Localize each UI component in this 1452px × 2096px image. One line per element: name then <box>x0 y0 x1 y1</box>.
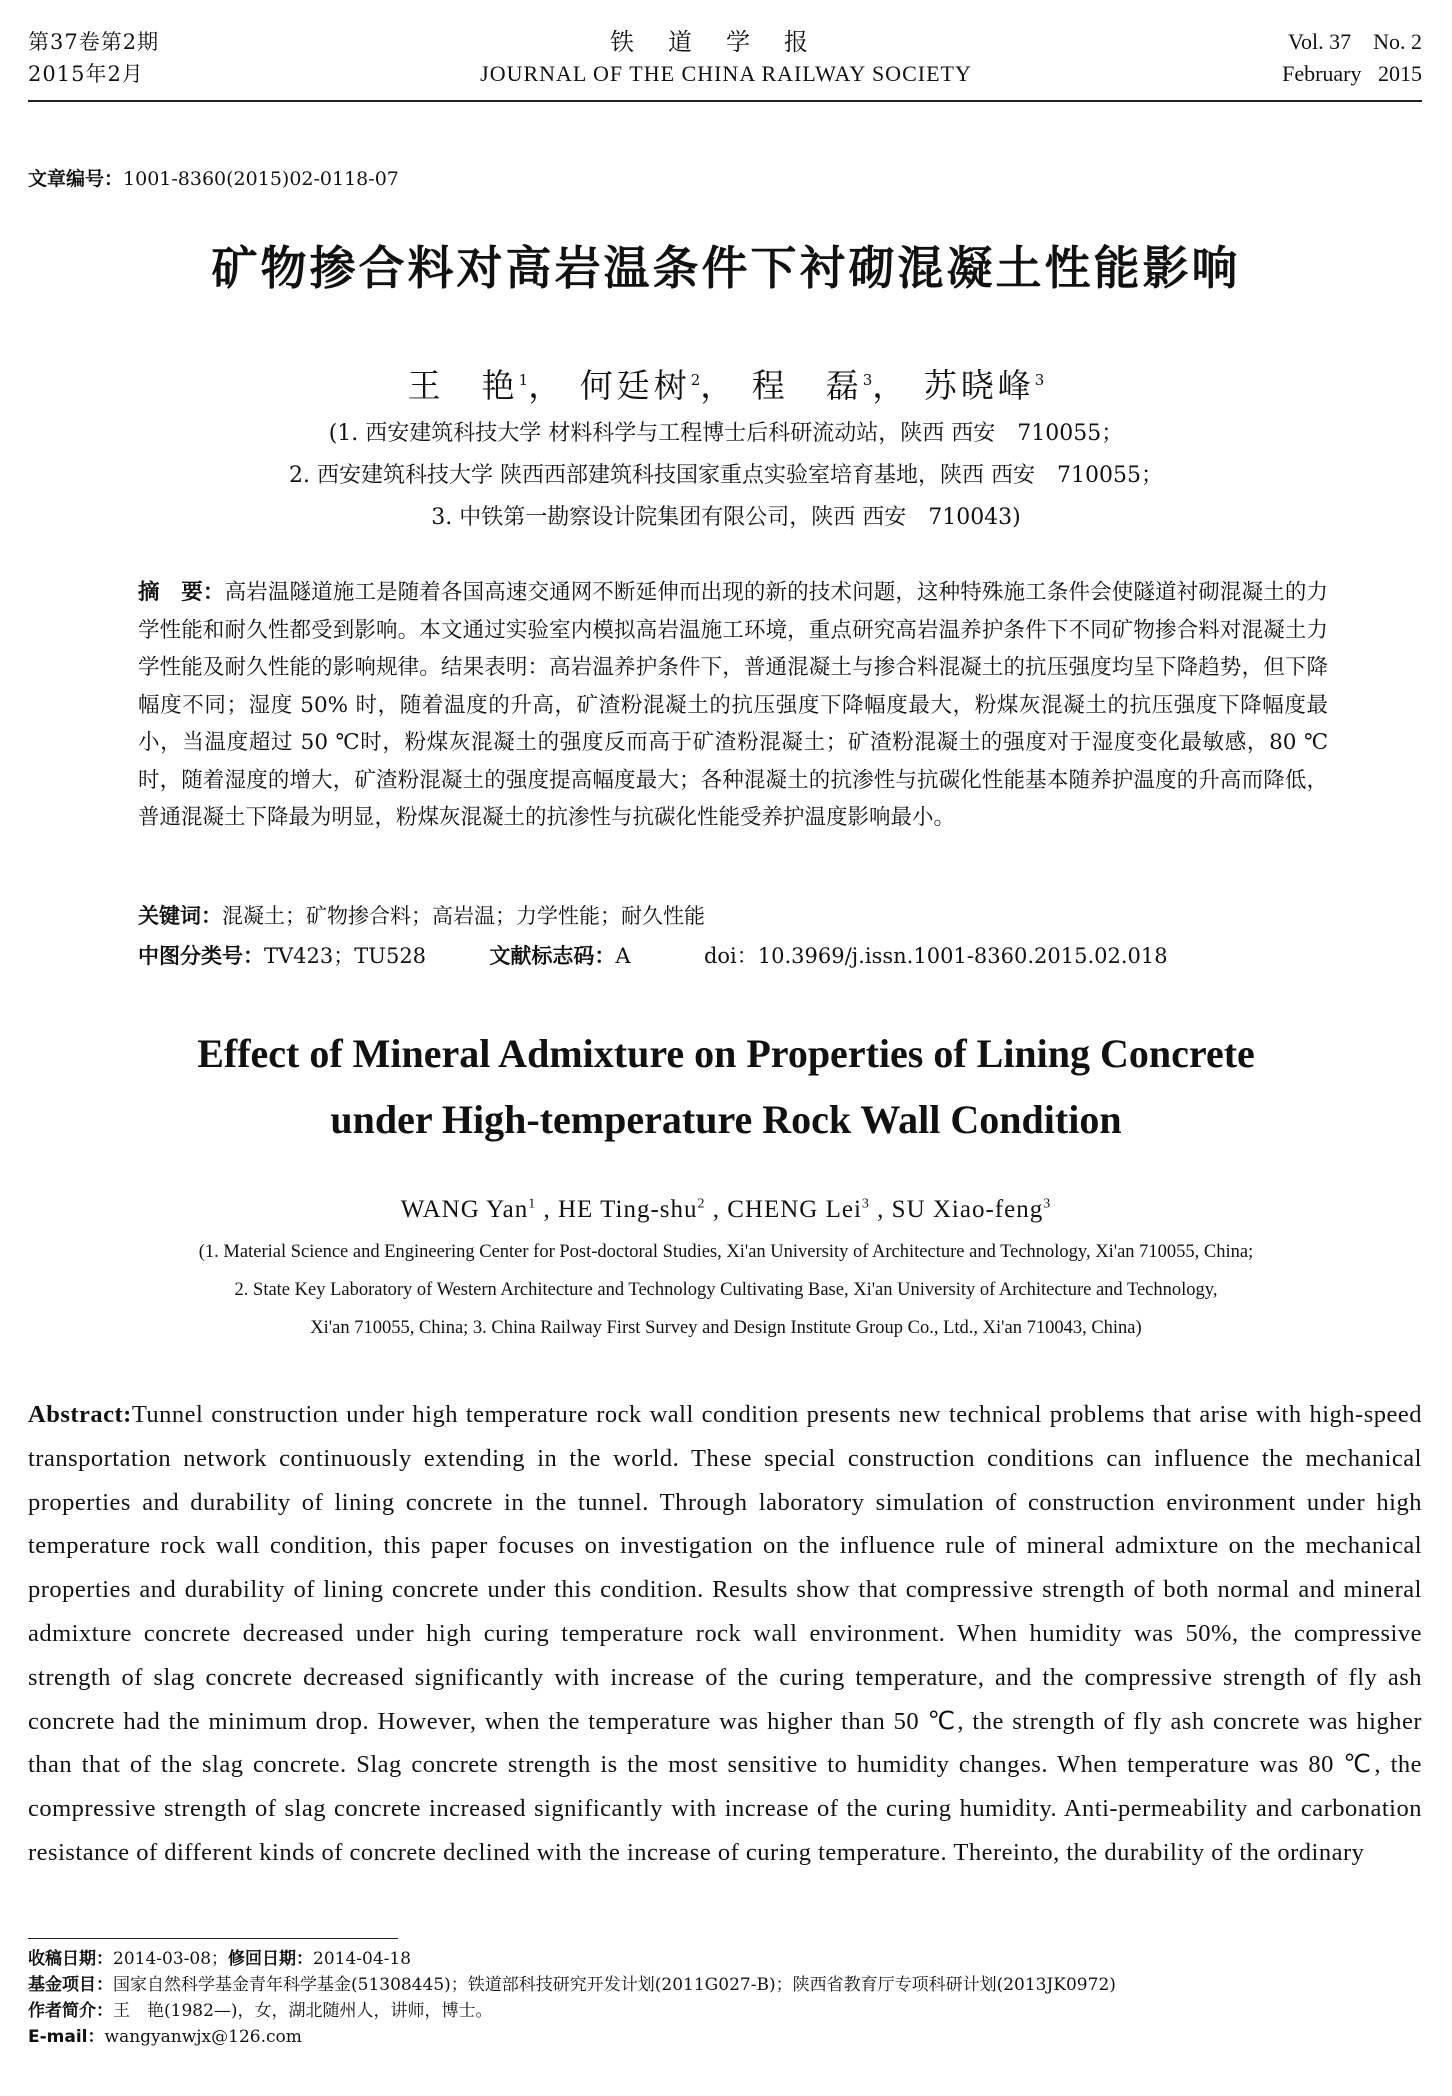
revised-value: 2014-04-18 <box>313 1949 412 1969</box>
author-cn: 程 磊 <box>751 366 863 405</box>
footnotes <box>28 1946 1428 2050</box>
email-value: wangyanwjx@126.com <box>104 2027 302 2047</box>
author-en: WANG Yan <box>400 1196 529 1223</box>
affiliation-en-1: (1. Material Science and Engineering Center for Post-doctoral Studies, Xi'an University of Architecture and Technology, Xi'an 710055, China; <box>198 1242 1254 1262</box>
date-en: February 2015 <box>1282 61 1422 86</box>
abstract-en-text: Tunnel construction under high temperature rock wall condition presents new technical problems that arise with high-speed transportation network continuously extending in the world. These special construction conditions can influence the mechanical properties and durability of lining concrete in the tunnel. Through laboratory simulation of construction environment under high temperature rock wall condition, this paper focuses on investigation on the influence rule of mineral admixture on the mechanical properties and durability of lining concrete under this condition. Results show that compressive strength of both normal and mineral admixture concrete decreased under high curing temperature rock wall environment. When humidity was 50%, the compressive strength of slag concrete decreased significantly with increase of the curing temperature, and the compressive strength of fly ash concrete had the minimum drop. However, when the temperature was higher than 50 ℃, the strength of fly ash concrete was higher than that of the slag concrete. Slag concrete strength is the most sensitive to humidity changes. When temperature was 80 ℃, the compressive strength of slag concrete increased significantly with increase of the curing humidity. Anti-permeability and carbonation resistance of different kinds of concrete declined with the increase of curing temperature. Thereinto, the durability of the ordinary <box>28 1401 1422 1866</box>
footnote-fund <box>28 1972 1428 1998</box>
volume-issue-cn: 第37卷第2期 <box>28 30 160 54</box>
title-en-line-2: under High-temperature Rock Wall Condition <box>330 1097 1122 1142</box>
footnote-divider <box>28 1938 398 1939</box>
title-en-line-1: Effect of Mineral Admixture on Properties of Lining Concrete <box>197 1031 1255 1076</box>
doi: doi：10.3969/j.issn.1001-8360.2015.02.018 <box>703 944 1168 968</box>
author-en: HE Ting-shu <box>557 1196 698 1223</box>
article-number-value: 1001-8360(2015)02-0118-07 <box>123 168 399 190</box>
volume-issue-en: Vol. 37 No. 2 <box>1287 29 1422 54</box>
article-number-label: 文章编号： <box>28 168 124 190</box>
author-separator: ， <box>528 366 566 405</box>
affiliation-en-2: 2. State Key Laboratory of Western Architecture and Technology Cultivating Base, Xi'an University of Architecture and Technology, <box>234 1280 1218 1300</box>
fund-label: 基金项目： <box>28 1975 113 1995</box>
author-cn: 何廷树 <box>579 366 691 405</box>
classification-line <box>138 940 1328 970</box>
author-separator: , <box>869 1196 892 1223</box>
author-bio-value: 王 艳(1982—)，女，湖北随州人，讲师，博士。 <box>113 2001 493 2021</box>
header-center <box>0 26 1452 90</box>
clc-value: TV423；TU528 <box>264 944 427 968</box>
author-separator: , <box>536 1196 558 1223</box>
email-label: E-mail： <box>28 2027 105 2047</box>
footnote-dates <box>28 1946 1428 1972</box>
header-right <box>1282 26 1422 90</box>
header-divider <box>28 100 1422 102</box>
affiliation-en-3: Xi'an 710055, China; 3. China Railway First Survey and Design Institute Group Co., Ltd., Xi'an 710043, China) <box>310 1318 1142 1338</box>
doc-code-label: 文献标志码： <box>489 944 616 968</box>
date-cn: 2015年2月 <box>28 62 144 86</box>
abstract-cn <box>138 574 1328 837</box>
journal-name-en: JOURNAL OF THE CHINA RAILWAY SOCIETY <box>480 61 972 86</box>
affiliation-cn-1: (1. 西安建筑科技大学 材料科学与工程博士后科研流动站，陕西 西安 710055； <box>328 421 1124 446</box>
abstract-en <box>28 1393 1422 1875</box>
author-cn: 苏晓峰 <box>923 366 1035 405</box>
received-value: 2014-03-08； <box>113 1949 229 1969</box>
author-en: CHENG Lei <box>727 1196 862 1223</box>
keywords-value: 混凝土；矿物掺合料；高岩温；力学性能；耐久性能 <box>222 904 705 928</box>
received-label: 收稿日期： <box>28 1949 113 1969</box>
revised-label: 修回日期： <box>228 1949 314 1969</box>
title-cn: 矿物掺合料对高岩温条件下衬砌混凝土性能影响 <box>211 241 1241 295</box>
author-sup: 1 <box>518 371 529 389</box>
authors-en <box>0 1196 1452 1224</box>
affiliation-cn-3: 3. 中铁第一勘察设计院集团有限公司，陕西 西安 710043) <box>431 505 1021 530</box>
keywords-label: 关键词： <box>138 904 222 928</box>
fund-value: 国家自然科学基金青年科学基金(51308445)；铁道部科技研究开发计划(2011G027-B)；陕西省教育厅专项科研计划(2013JK0972) <box>113 1975 1116 1995</box>
author-bio-label: 作者简介： <box>28 2001 113 2021</box>
article-number <box>28 164 399 191</box>
clc-label: 中图分类号： <box>138 944 264 968</box>
author-sup: 1 <box>528 1196 537 1212</box>
authors-cn <box>0 360 1452 407</box>
author-separator: ， <box>700 366 738 405</box>
abstract-en-label: Abstract: <box>28 1401 132 1428</box>
author-sup: 2 <box>697 1196 706 1212</box>
author-sup: 3 <box>862 371 873 389</box>
abstract-cn-label: 摘 要： <box>138 580 225 605</box>
author-sup: 3 <box>1043 1196 1052 1212</box>
author-separator: , <box>705 1196 728 1223</box>
author-sup: 3 <box>861 1196 870 1212</box>
keywords-cn <box>138 900 705 930</box>
author-sup: 2 <box>690 371 701 389</box>
doc-code-value: A <box>615 944 631 968</box>
affiliation-cn-2: 2. 西安建筑科技大学 陕西西部建筑科技国家重点实验室培育基地，陕西 西安 710055； <box>289 463 1163 488</box>
author-sup: 3 <box>1034 371 1045 389</box>
journal-name-cn: 铁道学报 <box>610 28 842 56</box>
author-separator: ， <box>872 366 910 405</box>
footnote-email <box>28 2024 1428 2050</box>
abstract-cn-text: 高岩温隧道施工是随着各国高速交通网不断延伸而出现的新的技术问题，这种特殊施工条件会使隧道衬砌混凝土的力学性能和耐久性都受到影响。本文通过实验室内模拟高岩温施工环境，重点研究高岩温养护条件下不同矿物掺合料对混凝土力学性能及耐久性能的影响规律。结果表明：高岩温养护条件下，普通混凝土与掺合料混凝土的抗压强度均呈下降趋势，但下降幅度不同；湿度 50% 时，随着温度的升高，矿渣粉混凝土的抗压强度下降幅度最大，粉煤灰混凝土的抗压强度下降幅度最小，当温度超过 50 ℃时，粉煤灰混凝土的强度反而高于矿渣粉混凝土；矿渣粉混凝土的强度对于湿度变化最敏感，80 ℃时，随着湿度的增大，矿渣粉混凝土的强度提高幅度最大；各种混凝土的抗渗性与抗碳化性能基本随养护温度的升高而降低，普通混凝土下降最为明显，粉煤灰混凝土的抗渗性与抗碳化性能受养护温度影响最小。 <box>138 580 1328 830</box>
author-en: SU Xiao-feng <box>891 1196 1044 1223</box>
footnote-author <box>28 1998 1428 2024</box>
author-cn: 王 艳 <box>407 366 519 405</box>
